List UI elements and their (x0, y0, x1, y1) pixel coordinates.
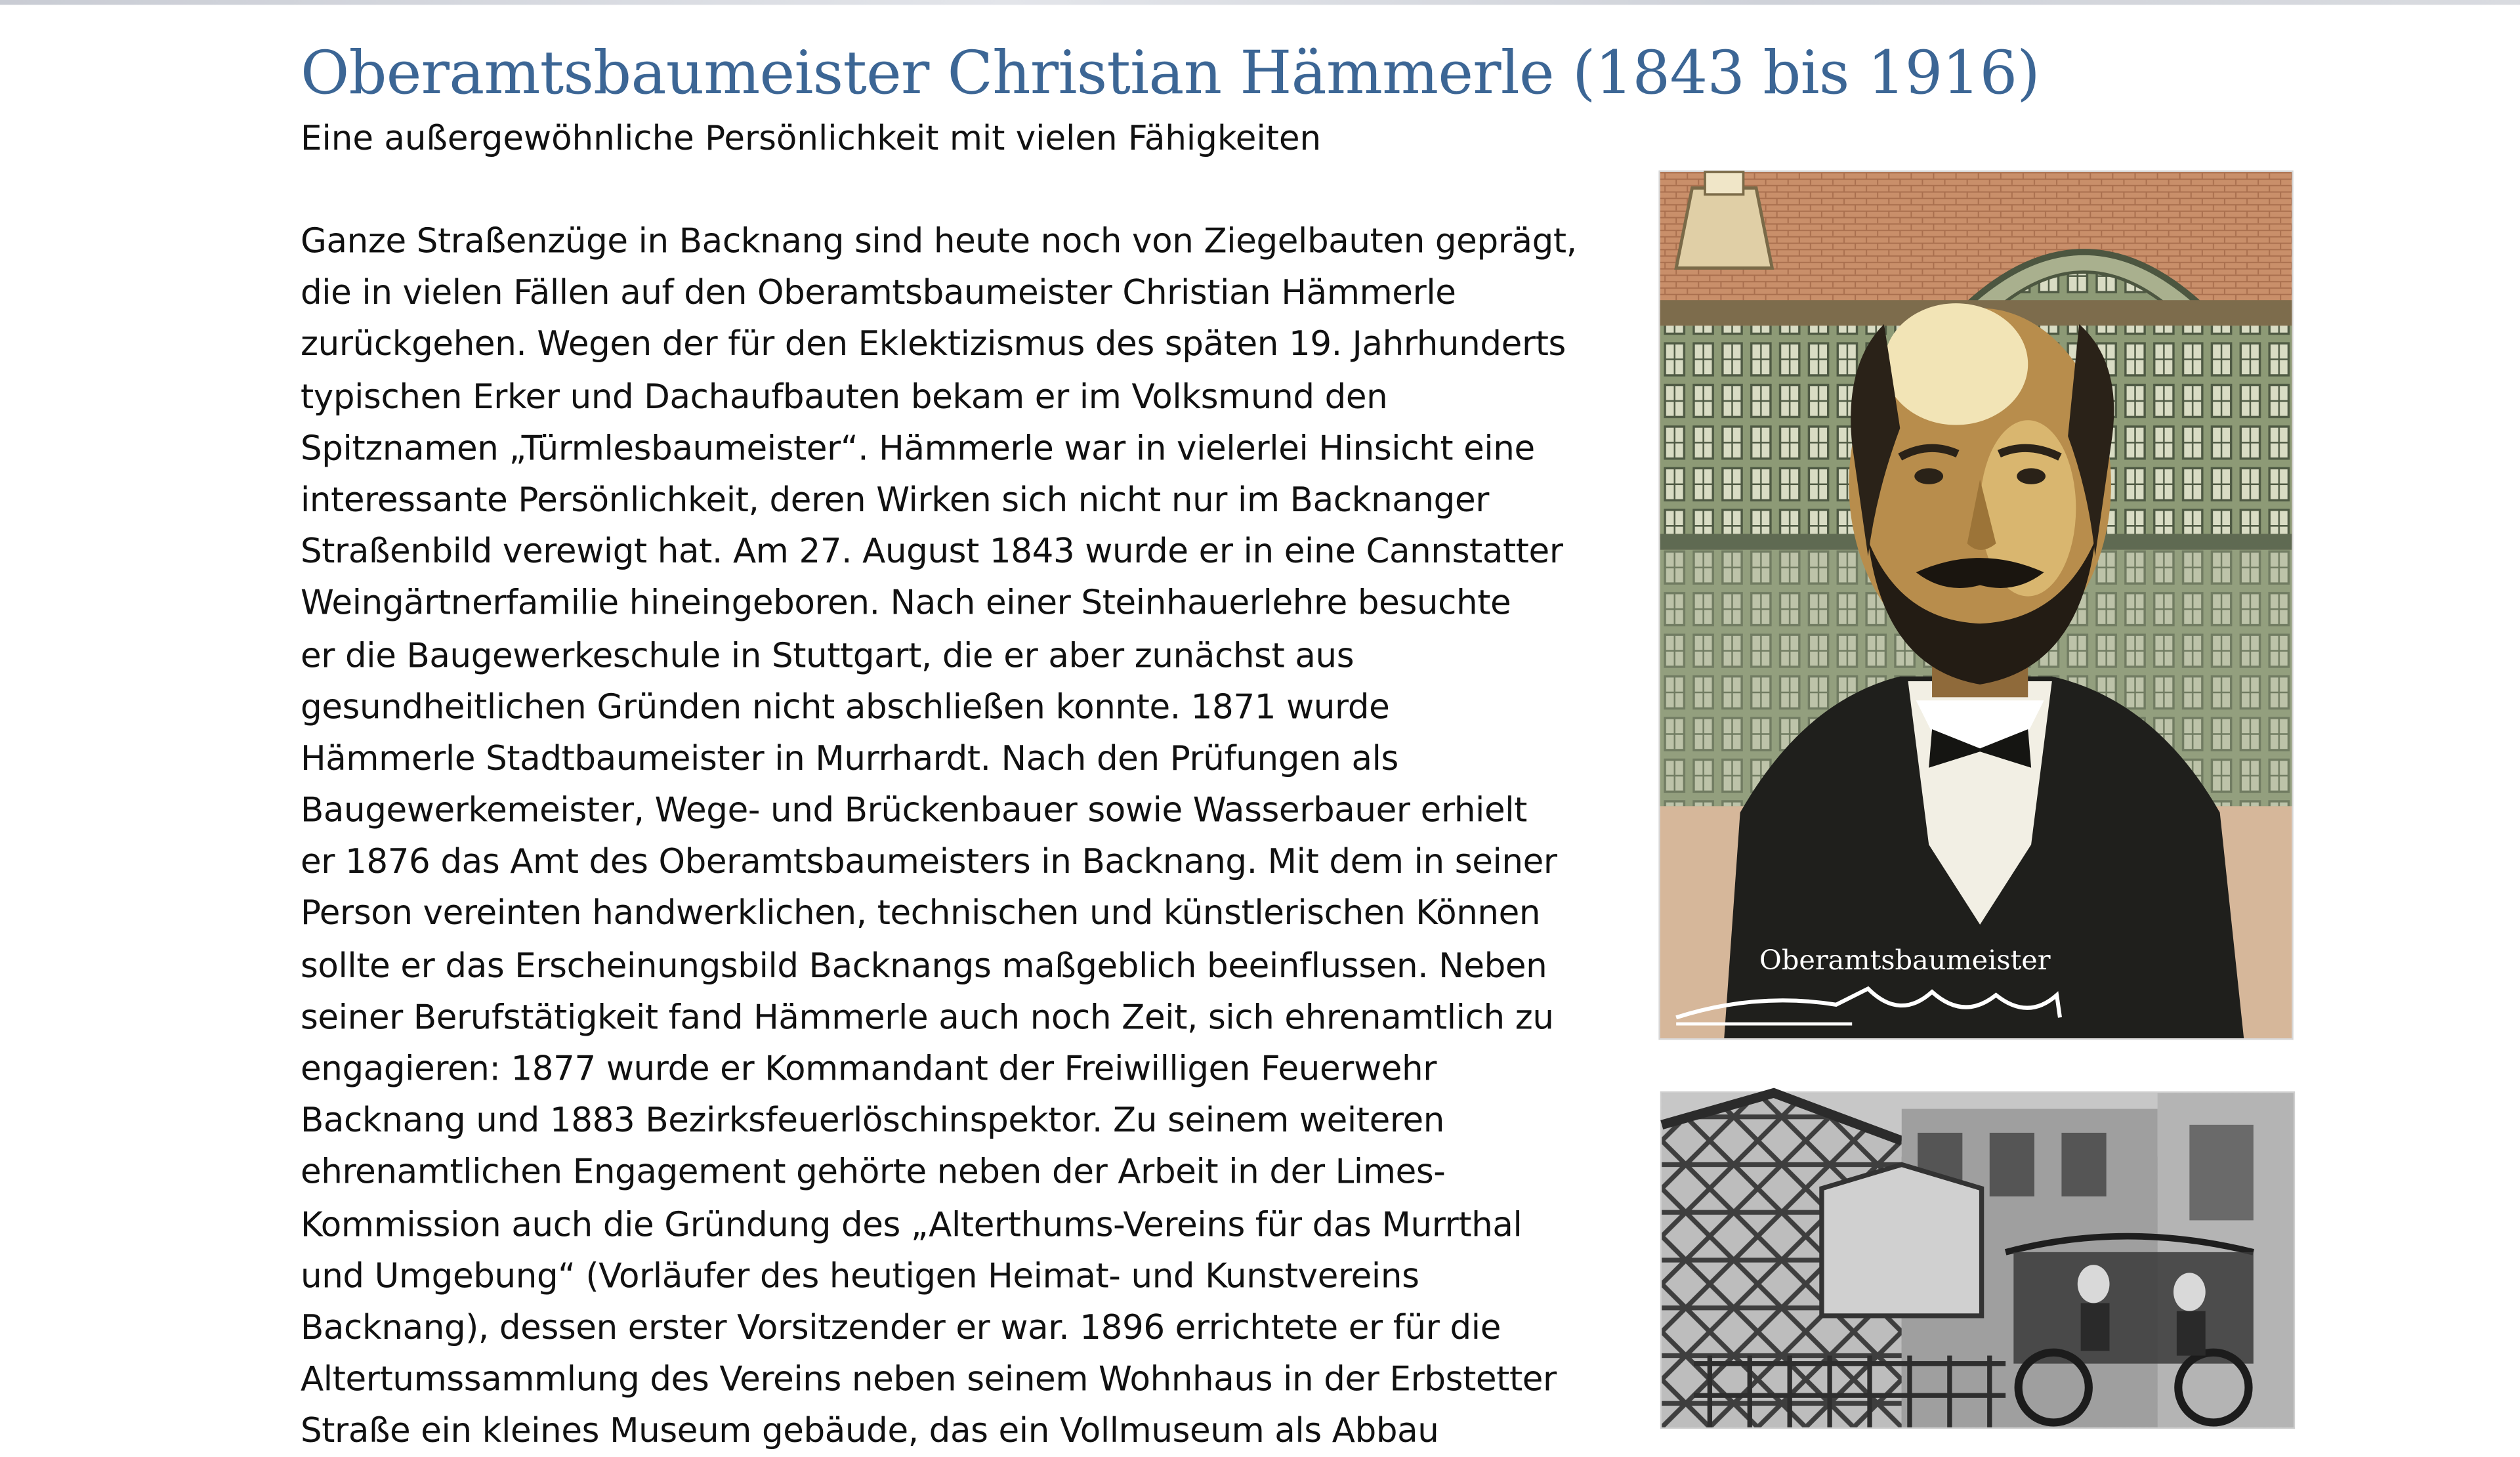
body-line: Altertumssammlung des Vereins neben seinem Wohnhaus in der Erbstetter (300, 1360, 1557, 1399)
portrait-image (1658, 171, 2293, 1040)
body-line: Straße ein kleines Museum gebäude, das ein Vollmuseum als Abbau (300, 1411, 1439, 1450)
body-line: er 1876 das Amt des Oberamtsbaumeisters in Backnang. Mit dem in seiner (300, 842, 1557, 881)
body-line: engagieren: 1877 wurde er Kommandant der Freiwilligen Feuerwehr (300, 1049, 1437, 1088)
document-title: Oberamtsbaumeister Christian Hämmerle (1843 bis 1916) (300, 38, 2040, 108)
body-line: interessante Persönlichkeit, deren Wirken sich nicht nur im Backnanger (300, 480, 1490, 519)
body-line: Straßenbild verewigt hat. Am 27. August 1843 wurde er in eine Cannstatter (300, 532, 1563, 571)
portrait-illustration (1660, 172, 2292, 1038)
body-line: Ganze Straßenzüge in Backnang sind heute noch von Ziegelbauten geprägt, (300, 221, 1577, 261)
body-line: er die Baugewerkeschule in Stuttgart, die er aber zunächst aus (300, 635, 1354, 675)
document-subtitle: Eine außergewöhnliche Persönlichkeit mit vielen Fähigkeiten (300, 119, 1322, 158)
body-line: gesundheitlichen Gründen nicht abschließen konnte. 1871 wurde (300, 687, 1390, 727)
body-line: die in vielen Fällen auf den Oberamtsbaumeister Christian Hämmerle (300, 273, 1456, 312)
body-line: Weingärtnerfamilie hineingeboren. Nach einer Steinhauerlehre besuchte (300, 583, 1511, 623)
body-line: sollte er das Erscheinungsbild Backnangs maßgeblich beeinflussen. Neben (300, 946, 1547, 985)
top-divider (0, 0, 2520, 5)
body-line: und Umgebung“ (Vorläufer des heutigen Heimat- und Kunstvereins (300, 1256, 1419, 1296)
body-line: zurückgehen. Wegen der für den Eklektizismus des späten 19. Jahrhunderts (300, 325, 1566, 364)
historic-photo (1660, 1091, 2295, 1429)
portrait-caption-art: Oberamtsbaumeister (1759, 944, 2051, 977)
photo-illustration (1662, 1093, 2293, 1427)
body-line: Person vereinten handwerklichen, technischen und künstlerischen Können (300, 894, 1541, 933)
body-line: ehrenamtlichen Engagement gehörte neben der Arbeit in der Limes- (300, 1152, 1446, 1192)
body-line: typischen Erker und Dachaufbauten bekam er im Volksmund den (300, 377, 1388, 416)
body-line: Hämmerle Stadtbaumeister in Murrhardt. Nach den Prüfungen als (300, 739, 1398, 778)
body-line: seiner Berufstätigkeit fand Hämmerle auch noch Zeit, sich ehrenamtlich zu (300, 998, 1554, 1037)
body-line: Backnang und 1883 Bezirksfeuerlöschinspektor. Zu seinem weiteren (300, 1101, 1445, 1140)
body-line: Backnang), dessen erster Vorsitzender er war. 1896 errichtete er für die (300, 1308, 1501, 1347)
body-text (301, 215, 1635, 1457)
body-line: Baugewerkemeister, Wege- und Brückenbauer sowie Wasserbauer erhielt (300, 791, 1527, 830)
body-line: Kommission auch die Gründung des „Alterthums-Vereins für das Murrthal (300, 1204, 1522, 1244)
body-line: Spitznamen „Türmlesbaumeister“. Hämmerle war in vielerlei Hinsicht eine (300, 429, 1535, 468)
